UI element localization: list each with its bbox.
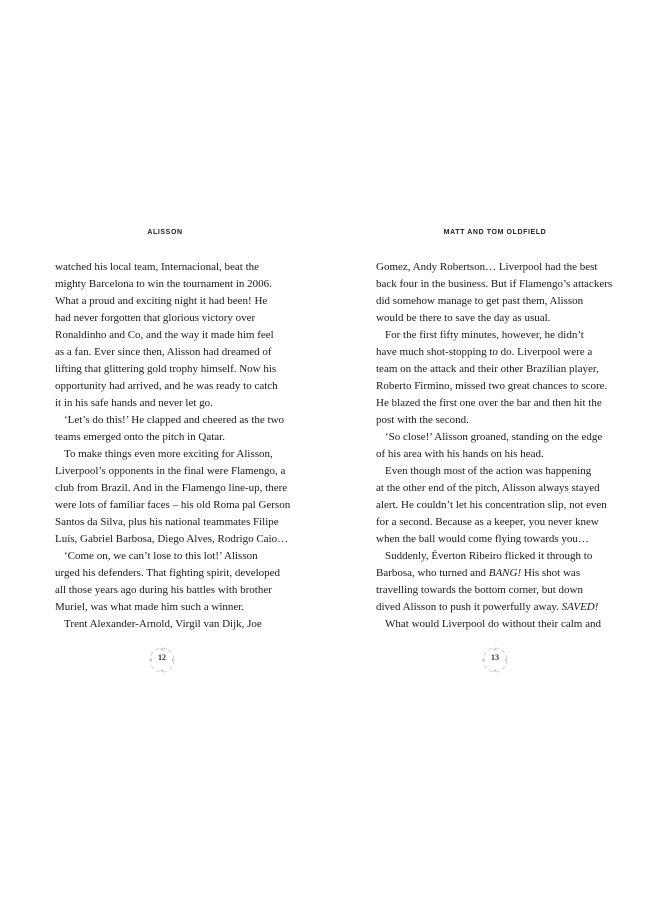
text-line: as a fan. Ever since then, Alisson had dreamed of bbox=[55, 346, 272, 358]
text-line: post with the second. bbox=[376, 414, 469, 426]
text-line: of his area with his hands on his head. bbox=[376, 448, 544, 460]
right-page bbox=[330, 0, 660, 900]
text-line: did somehow manage to get past them, Alisson bbox=[376, 295, 584, 307]
text-line: alert. He couldn’t let his concentration slip, not even bbox=[376, 499, 607, 511]
text-line: Muriel, was what made him such a winner. bbox=[55, 601, 245, 613]
text-line: Liverpool’s opponents in the final were Flamengo, a bbox=[55, 465, 286, 477]
text-line: were lots of familiar faces – his old Roma pal Gerson bbox=[55, 499, 291, 511]
text-line: Barbosa, who turned and BANG! His shot was bbox=[376, 567, 581, 579]
emphasis-text: BANG! bbox=[488, 567, 522, 579]
right-page-body bbox=[376, 259, 612, 633]
running-head-left: ALISSON bbox=[147, 229, 183, 236]
text-line: Roberto Firmino, missed two great chances to score. bbox=[376, 380, 608, 392]
page-number-text: 13 bbox=[491, 653, 499, 662]
text-line: have much shot-stopping to do. Liverpool were a bbox=[376, 346, 593, 358]
text-line: team on the attack and their other Brazilian player, bbox=[376, 363, 599, 375]
text-line: mighty Barcelona to win the tournament in 2006. bbox=[55, 278, 272, 290]
text-line: at the other end of the pitch, Alisson always stayed bbox=[376, 482, 600, 494]
text-line: all those years ago during his battles with brother bbox=[55, 584, 272, 596]
text-line: when the ball would come flying towards you… bbox=[376, 533, 589, 545]
text-line: back four in the business. But if Flamengo’s attackers bbox=[376, 278, 613, 290]
text-line: He blazed the first one over the bar and then hit the bbox=[376, 397, 602, 409]
text-line: lifting that glittering gold trophy himself. Now his bbox=[55, 363, 277, 375]
page-number-right bbox=[480, 645, 510, 675]
running-head-right: MATT AND TOM OLDFIELD bbox=[443, 229, 547, 236]
emphasis-text: SAVED! bbox=[561, 601, 599, 613]
page-number-left bbox=[147, 645, 177, 675]
text-line: travelling towards the bottom corner, but down bbox=[376, 584, 583, 596]
text-line: teams emerged onto the pitch in Qatar. bbox=[55, 431, 225, 443]
left-page-body bbox=[55, 259, 291, 633]
text-line: would be there to save the day as usual. bbox=[376, 312, 551, 324]
text-line: Santos da Silva, plus his national teammates Filipe bbox=[55, 516, 279, 528]
text-line: What a proud and exciting night it had been! He bbox=[55, 295, 268, 307]
page-number-text: 12 bbox=[158, 653, 166, 662]
text-line: ‘Let’s do this!’ He clapped and cheered as the two bbox=[64, 414, 285, 426]
text-line: for a second. Because as a keeper, you never knew bbox=[376, 516, 599, 528]
text-line: ‘Come on, we can’t lose to this lot!’ Alisson bbox=[64, 550, 258, 562]
text-line: Gomez, Andy Robertson… Liverpool had the best bbox=[376, 261, 598, 273]
text-line: it in his safe hands and never let go. bbox=[55, 397, 213, 409]
text-line: Trent Alexander-Arnold, Virgil van Dijk, Joe bbox=[64, 618, 262, 630]
text-line: For the first fifty minutes, however, he didn’t bbox=[385, 329, 584, 341]
text-line: Ronaldinho and Co, and the way it made him feel bbox=[55, 329, 274, 341]
text-line: club from Brazil. And in the Flamengo line-up, there bbox=[55, 482, 288, 494]
text-line: dived Alisson to push it powerfully away. SAVED! bbox=[376, 601, 599, 613]
text-line: ‘So close!’ Alisson groaned, standing on the edge bbox=[385, 431, 603, 443]
text-line: Luís, Gabriel Barbosa, Diego Alves, Rodrigo Caio… bbox=[55, 533, 289, 545]
text-line: urged his defenders. That fighting spirit, developed bbox=[55, 567, 281, 579]
text-line: watched his local team, Internacional, beat the bbox=[55, 261, 260, 273]
text-line: Even though most of the action was happening bbox=[385, 465, 592, 477]
text-line: To make things even more exciting for Alisson, bbox=[64, 448, 273, 460]
text-line: Suddenly, Éverton Ribeiro flicked it through to bbox=[385, 550, 593, 562]
text-line: What would Liverpool do without their calm and bbox=[385, 618, 601, 630]
text-line: opportunity had arrived, and he was ready to catch bbox=[55, 380, 278, 392]
text-line: had never forgotten that glorious victory over bbox=[55, 312, 256, 324]
